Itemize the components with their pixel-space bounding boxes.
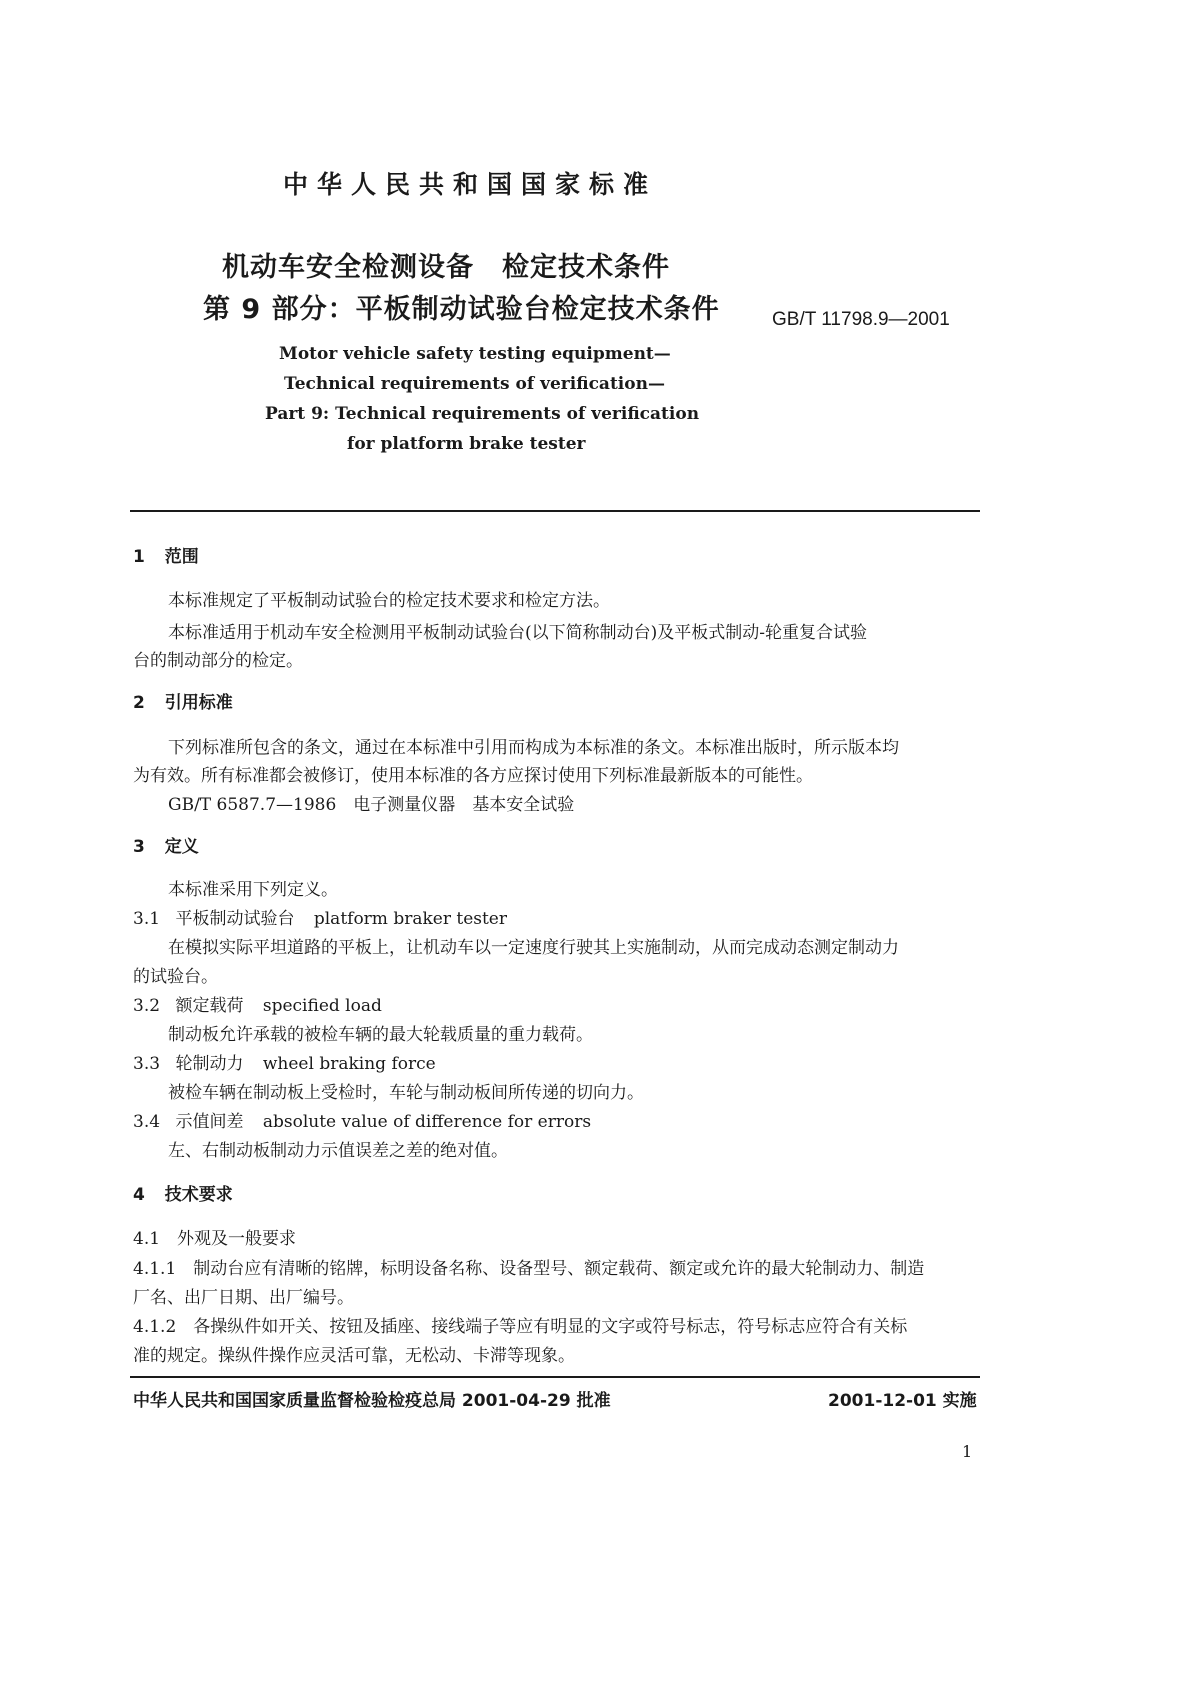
definition-3-3-text: 被检车辆在制动板上受检时，车轮与制动板间所传递的切向力。 [168,1083,644,1103]
referenced-standard: GB/T 6587.7—1986 电子测量仪器 基本安全试验 [168,795,575,815]
definition-3-1-text-line2: 的试验台。 [133,967,218,987]
approval-line: 中华人民共和国国家质量监督检验检疫总局 2001-04-29 批准 [133,1391,611,1411]
definition-3-3-number: 3.3 [133,1054,161,1074]
definition-3-4-english: absolute value of difference for errors [262,1112,592,1132]
implementation-date: 2001-12-01 实施 [828,1391,977,1411]
definition-3-3-heading [133,1053,436,1075]
footer-divider [130,1376,980,1378]
definition-3-1-text-line1: 在模拟实际平坦道路的平板上，让机动车以一定速度行驶其上实施制动，从而完成动态测定制动力 [168,938,899,958]
section-4-title: 技术要求 [164,1185,233,1205]
section-3-title: 定义 [164,837,199,857]
section-4-number: 4 [133,1185,145,1205]
title-en-line2: Technical requirements of verification— [284,374,665,394]
definition-3-1-term: 平板制动试验台 [175,909,295,929]
section-1-para1: 本标准规定了平板制动试验台的检定技术要求和检定方法。 [168,591,610,611]
section-2-para1-line1: 下列标准所包含的条文，通过在本标准中引用而构成为本标准的条文。本标准出版时，所示版本均 [168,738,899,758]
title-en-line1: Motor vehicle safety testing equipment— [279,344,671,364]
section-3-intro: 本标准采用下列定义。 [168,880,338,900]
title-cn-line1: 机动车安全检测设备 检定技术条件 [222,252,670,283]
section-2-title: 引用标准 [164,693,233,713]
definition-3-2-english: specified load [262,996,382,1016]
section-1-para2-line2: 台的制动部分的检定。 [133,651,303,671]
section-1-heading [133,546,199,568]
definition-3-2-heading [133,995,382,1017]
definition-3-2-term: 额定载荷 [175,996,244,1016]
clause-4-1: 4.1 外观及一般要求 [133,1229,297,1249]
title-cn-line2: 第 9 部分：平板制动试验台检定技术条件 [203,294,720,325]
definition-3-3-english: wheel braking force [262,1054,436,1074]
title-en-line4: for platform brake tester [347,434,586,454]
clause-4-1-2-line2: 准的规定。操纵件操作应灵活可靠，无松动、卡滞等现象。 [133,1346,575,1366]
national-standard-heading: 中华人民共和国国家标准 [283,170,658,199]
section-1-number: 1 [133,547,145,567]
section-2-heading [133,692,233,714]
definition-3-4-text: 左、右制动板制动力示值误差之差的绝对值。 [168,1141,508,1161]
definition-3-4-number: 3.4 [133,1112,161,1132]
section-2-number: 2 [133,693,145,713]
page-number: 1 [962,1442,973,1461]
definition-3-1-number: 3.1 [133,909,161,929]
section-3-number: 3 [133,837,145,857]
title-en-line3: Part 9: Technical requirements of verification [265,404,700,424]
definition-3-2-number: 3.2 [133,996,161,1016]
definition-3-1-english: platform braker tester [313,909,507,929]
section-2-para1-line2: 为有效。所有标准都会被修订，使用本标准的各方应探讨使用下列标准最新版本的可能性。 [133,766,813,786]
clause-4-1-1-line2: 厂名、出厂日期、出厂编号。 [133,1288,354,1308]
section-3-heading [133,836,199,858]
definition-3-4-term: 示值间差 [175,1112,244,1132]
clause-4-1-1-line1: 4.1.1 制动台应有清晰的铭牌，标明设备名称、设备型号、额定载荷、额定或允许的最大轮制动力、制造 [133,1259,925,1279]
header-divider [130,510,980,512]
clause-4-1-2-line1: 4.1.2 各操纵件如开关、按钮及插座、接线端子等应有明显的文字或符号标志，符号标志应符合有关标 [133,1317,908,1337]
section-1-title: 范围 [164,547,199,567]
standard-code: GB/T 11798.9—2001 [772,309,950,330]
definition-3-2-text: 制动板允许承载的被检车辆的最大轮载质量的重力载荷。 [168,1025,593,1045]
section-1-para2-line1: 本标准适用于机动车安全检测用平板制动试验台(以下简称制动台)及平板式制动-轮重复合试验 [168,623,868,643]
definition-3-4-heading [133,1111,591,1133]
definition-3-3-term: 轮制动力 [175,1054,244,1074]
section-4-heading [133,1184,233,1206]
definition-3-1-heading [133,908,507,930]
